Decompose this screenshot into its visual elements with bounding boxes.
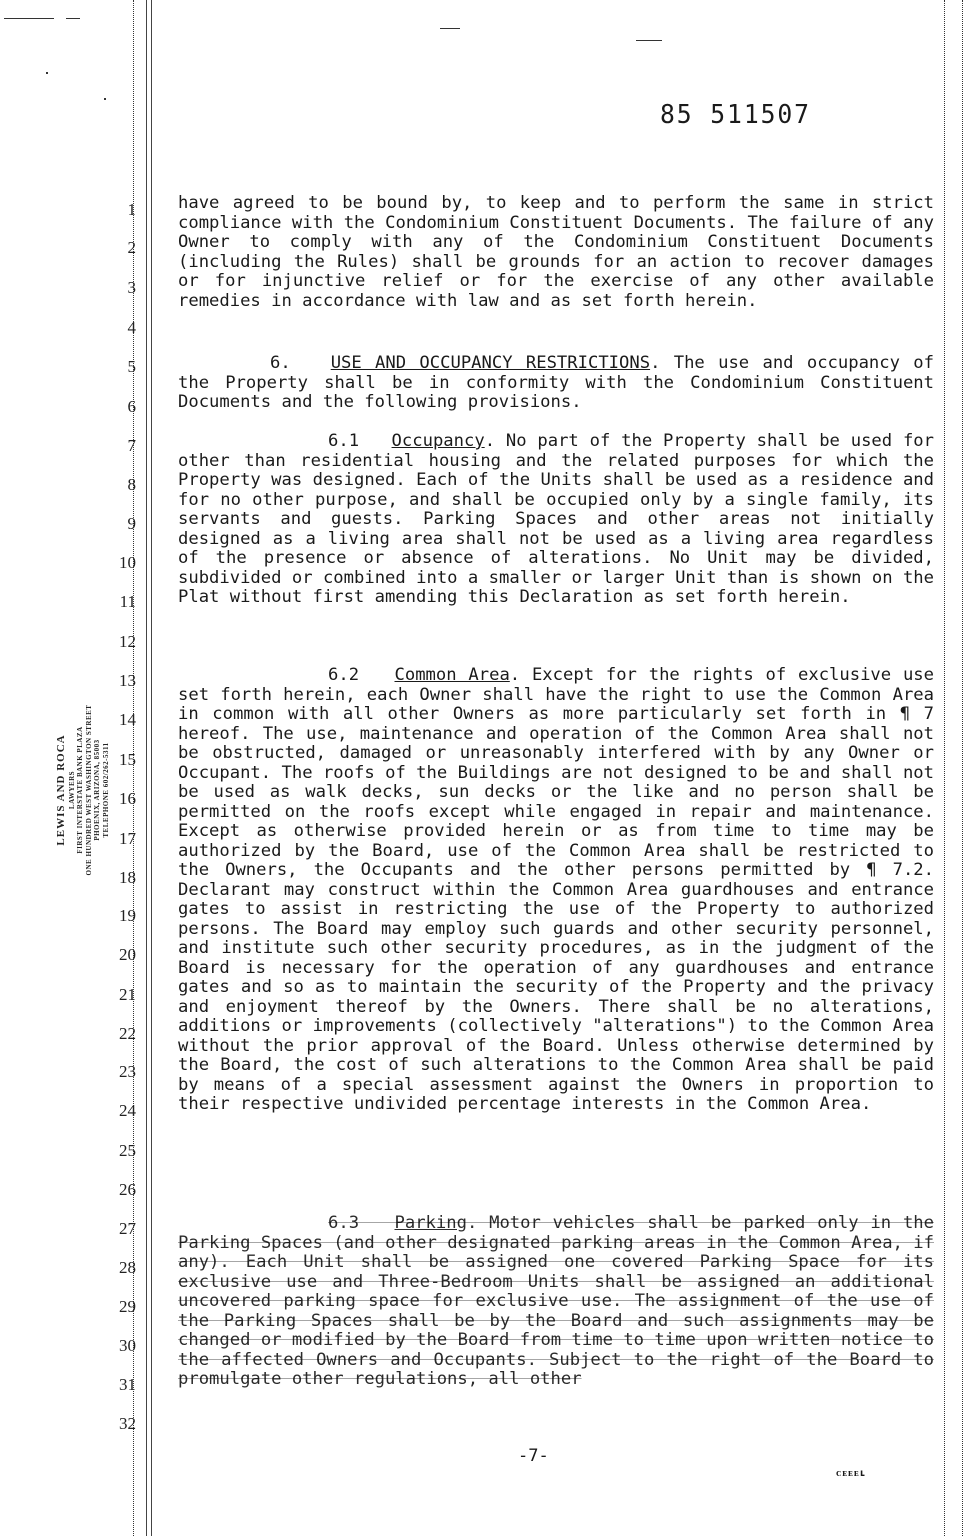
document-number: 85 511507 xyxy=(659,100,811,130)
line-number: 13 xyxy=(119,671,136,690)
section-6-2 xyxy=(178,666,934,1115)
section-text: . The use and occupancy of the Property shall be in conformity with the Condominium Constituent Documents and the following provisions. xyxy=(178,353,934,412)
line-number: 23 xyxy=(119,1062,136,1081)
section-number: 6. xyxy=(270,353,291,373)
line-number: 20 xyxy=(119,945,136,964)
scan-mark xyxy=(636,40,662,41)
scan-mark xyxy=(4,18,54,19)
line-number: 27 xyxy=(119,1219,136,1238)
paragraph-continuation: have agreed to be bound by, to keep and to perform the same in strict compliance with the Condominium Constituent Documents. The failure of any Owner to comply with any of the Condominium Constituent Documents (including the Rules) shall be grounds for an action to recover damages or for injunctive relief or for the exercise of any other available remedies in accordance with law and as set forth herein. xyxy=(178,193,934,311)
margin-rule xyxy=(944,0,945,1536)
section-heading: USE AND OCCUPANCY RESTRICTIONS xyxy=(330,353,651,373)
line-number: 32 xyxy=(119,1414,136,1433)
line-number: 24 xyxy=(119,1101,136,1120)
margin-rule xyxy=(962,0,963,1536)
line-number: 1 xyxy=(127,200,136,219)
line-number: 9 xyxy=(127,514,136,533)
scan-mark xyxy=(66,18,80,19)
margin-rule xyxy=(146,0,147,1536)
scan-mark xyxy=(440,28,460,29)
law-firm-sidebar xyxy=(55,670,110,910)
line-number: 8 xyxy=(127,475,136,494)
line-number: 5 xyxy=(127,357,136,376)
section-6 xyxy=(178,354,934,413)
line-number: 2 xyxy=(127,238,136,257)
page-number: -7- xyxy=(518,1446,549,1466)
section-number: 6.1 xyxy=(328,431,360,451)
line-number: 25 xyxy=(119,1141,136,1160)
line-number: 14 xyxy=(119,710,136,729)
line-number: 31 xyxy=(119,1375,136,1394)
line-number: 30 xyxy=(119,1336,136,1355)
firm-line: FIRST INTERSTATE BANK PLAZA xyxy=(76,726,85,854)
line-number: 3 xyxy=(127,278,136,297)
line-number: 6 xyxy=(127,397,136,416)
section-text: . Except for the rights of exclusive use set forth herein, each Owner shall have the right to use the Common Area in common with all other Owners as more particularly set forth in ¶ 7 hereof. The use, maintenance and operation of the Common Area shall not be obstructed, damaged or unreasonably interfered with by any Owner or Occupant. The roofs of the Buildings are not designed to be and shall not be used as walk decks, sun decks or the like and no person shall be permitted on the roofs except while engaged in repair and maintenance. Except as otherwise provided herein or as from time to time may be authorized by the Board, use of the Common Area shall be restricted to the Owners, the Occupants and the other persons permitted by ¶ 7.2. Declarant may construct within the Common Area guardhouses and entrance gates to assist in restricting the use of the Property to authorized persons. The Board may employ such guards and other security personnel, and institute such other security procedures, as in the judgment of the Board is necessary for the operation of any guardhouses and entrance gates and so as to maintain the security of the Property and the privacy and enjoyment thereof by the Owners. There shall be no alterations, additions or improvements (collectively "alterations") to the Common Area without the prior approval of the Board. Unless otherwise determined by the Board, the cost of such alterations to the Common Area shall be paid by means of a special assessment against the Owners in proportion to their respective undivided percentage interests in the Common Area. xyxy=(178,665,934,1114)
line-number: 16 xyxy=(119,789,136,808)
line-number: 18 xyxy=(119,868,136,887)
line-number: 4 xyxy=(127,318,136,337)
margin-rule xyxy=(151,0,152,1536)
firm-name: LEWIS AND ROCA xyxy=(55,734,67,846)
section-number: 6.3 xyxy=(328,1213,360,1233)
line-number: 17 xyxy=(119,829,136,848)
firm-line: PHOENIX, ARIZONA, 85003 xyxy=(93,739,102,841)
line-number: 11 xyxy=(119,592,136,611)
line-number: 15 xyxy=(119,750,136,769)
line-number: 19 xyxy=(119,906,136,925)
line-number: 26 xyxy=(119,1180,136,1199)
firm-line: ONE HUNDRED WEST WASHINGTON STREET xyxy=(84,704,93,876)
scan-mark xyxy=(46,72,48,74)
scan-mark xyxy=(104,98,106,100)
section-number: 6.2 xyxy=(328,665,360,685)
line-number: 7 xyxy=(127,436,136,455)
scan-stamp: ᴄᴇᴇᴇʟ xyxy=(836,1468,867,1479)
section-text: . No part of the Property shall be used for other than residential housing and the related purposes for which the Property was designed. Each of the Units shall be used as a residence and for no other purpose, and shall be occupied only by a single family, its servants and guests. Parking Spaces and other areas not initially designed as a living area shall not be used as a living area regardless of the presence or absence of alterations. No Unit may be divided, subdivided or combined into a smaller or larger Unit than is shown on the Plat without first amending this Declaration as set forth herein. xyxy=(178,431,934,607)
section-heading: Occupancy xyxy=(391,431,485,451)
section-6-1 xyxy=(178,432,934,608)
line-number: 12 xyxy=(119,632,136,651)
section-text: . Motor vehicles shall be parked only in the Parking Spaces (and other designated parking areas in the Common Area, if any). Each Unit shall be assigned one covered Parking Space for its exclusive use and Three-Bedroom Units shall be assigned an additional uncovered parking space for exclusive use. The assignment of the use of the Parking Spaces shall be by the Board and such assignments may be changed or modified by the Board from time to time upon written notice to the affected Owners and Occupants. Subject to the right of the Board to promulgate other regulations, all other xyxy=(178,1213,934,1389)
section-heading: Parking xyxy=(394,1213,467,1233)
firm-line: LAWYERS xyxy=(68,770,76,810)
firm-line: TELEPHONE 602/262-5311 xyxy=(101,742,110,838)
line-number: 28 xyxy=(119,1258,136,1277)
section-heading: Common Area xyxy=(394,665,510,685)
line-number: 10 xyxy=(119,553,136,572)
line-number: 29 xyxy=(119,1297,136,1316)
section-6-3 xyxy=(178,1214,934,1390)
line-number: 22 xyxy=(119,1024,136,1043)
line-number: 21 xyxy=(119,985,136,1004)
